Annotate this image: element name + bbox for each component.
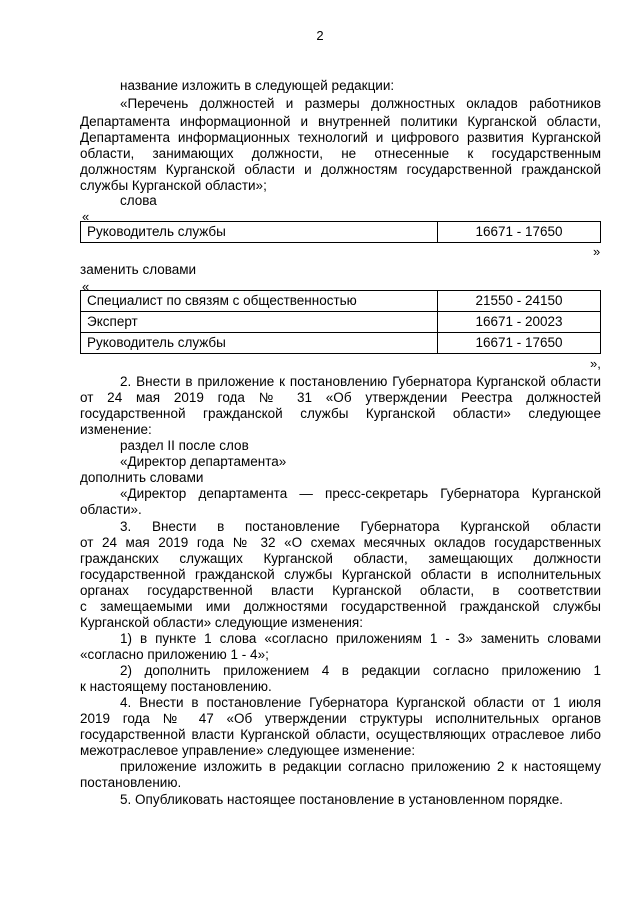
item-2-line: от 24 мая 2019 года № 31 «Об утверждении Реестра должностей [80,390,601,405]
close-quote-comma: », [590,356,601,371]
item-4-line: государственной власти Курганской области, осуществляющих отраслевое либо [80,727,601,742]
subitem-2-line: к настоящему постановлению. [80,679,272,694]
table-row [81,222,601,243]
page-number: 2 [316,28,324,43]
section-2-text: раздел II после слов [120,438,249,453]
quote-line: Департамента информационной и внутренней политики Курганской области, [80,114,601,129]
position-name-cell: Эксперт [81,312,438,333]
quote-line: области, занимающих должности, не отнесенные к государственным [80,146,601,161]
item-3-line: Курганской области» следующие изменения: [80,615,363,630]
table-row [81,312,601,333]
table-row [81,333,601,354]
title-intro: название изложить в следующей редакции: [120,78,395,93]
item-4-sub-line: приложение изложить в редакции согласно приложению 2 к настоящему [120,759,601,774]
position-name-cell: Руководитель службы [81,333,438,354]
open-quote: « [82,209,90,224]
item-2-line: 2. Внести в приложение к постановлению Губернатора Курганской области [120,374,601,389]
replace-label: заменить словами [80,262,197,277]
director-press-line: «Директор департамента — пресс-секретарь Губернатора Курганской [120,486,601,501]
item-4-line: 4. Внести в постановление Губернатора Курганской области от 1 июля [120,695,601,710]
salary-range-cell: 16671 - 20023 [438,312,601,333]
salary-range-cell: 16671 - 17650 [438,222,601,243]
director-text: «Директор департамента» [120,454,287,469]
quote-line: должностям Курганской области и должностям государственной гражданской [80,162,601,177]
item-4-line: межотраслевое управление» следующее изменение: [80,743,416,758]
item-3-line: органах государственной власти Курганской области, в соответствии [80,583,601,598]
subitem-1-line: «согласно приложению 1 - 4»; [80,647,269,662]
director-press-line: области». [80,502,142,517]
positions-table-new [80,290,601,354]
open-quote: « [82,279,90,294]
subitem-2-line: 2) дополнить приложением 4 в редакции согласно приложению 1 [120,663,601,678]
item-5-text: 5. Опубликовать настоящее постановление в установленном порядке. [120,792,564,807]
quote-line: Департамента информационных технологий и цифрового развития Курганской [80,130,601,145]
quote-line: службы Курганской области»; [80,178,267,193]
item-2-line: государственной гражданской службы Курганской области» следующее [80,406,601,421]
salary-range-cell: 16671 - 17650 [438,333,601,354]
position-name-cell: Руководитель службы [81,222,438,243]
item-3-line: от 24 мая 2019 года № 32 «О схемах месячных окладов государственных [80,535,601,550]
close-quote: » [593,244,601,259]
item-4-line: 2019 года № 47 «Об утверждении структуры исполнительных органов [80,711,601,726]
subitem-1-line: 1) в пункте 1 слова «согласно приложениям 1 - 3» заменить словами [120,631,601,646]
item-3-line: с замещаемыми ими должностями государственной гражданской службы [80,599,601,614]
item-2-line: изменение: [80,422,152,437]
item-3-line: гражданских служащих Курганской области, замещающих должности [80,551,601,566]
position-name-cell: Специалист по связям с общественностью [81,291,438,312]
quote-line: «Перечень должностей и размеры должностных окладов работников [120,96,601,111]
item-3-line: государственной гражданской службы Курганской области в исполнительных [80,567,601,582]
item-4-sub-line: постановлению. [80,775,182,790]
add-words-label: дополнить словами [80,470,204,485]
table-row [81,291,601,312]
item-3-line: 3. Внести в постановление Губернатора Курганской области [120,519,601,534]
words-label: слова [120,193,157,208]
salary-range-cell: 21550 - 24150 [438,291,601,312]
positions-table-old [80,221,601,243]
